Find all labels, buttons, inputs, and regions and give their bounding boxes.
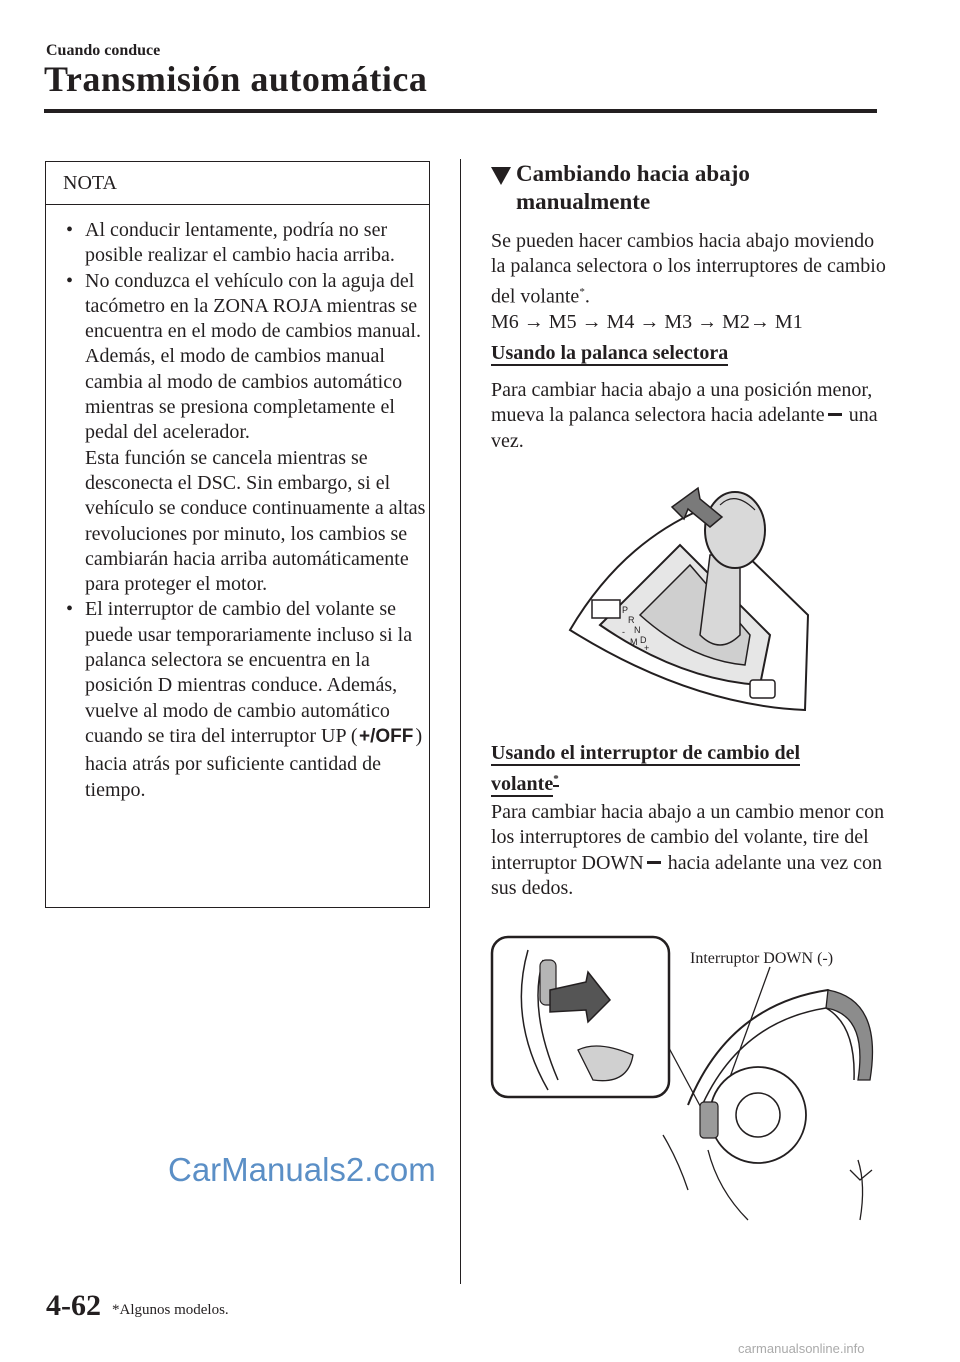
gate-label: - bbox=[622, 627, 625, 637]
subsection-heading-line2: manualmente bbox=[516, 189, 651, 214]
wheel-heading: Usando el interruptor de cambio del volante* bbox=[491, 742, 801, 795]
lever-text: Para cambiar hacia abajo a una posición menor, mueva la palanca selectora hacia adelante bbox=[491, 379, 873, 427]
note-bullet-3 bbox=[60, 597, 426, 802]
svg-text:+/OFF: +/OFF bbox=[358, 725, 413, 745]
intro-paragraph bbox=[491, 229, 891, 335]
lever-heading: Usando la palanca selectora bbox=[491, 342, 729, 364]
note-body bbox=[60, 218, 426, 803]
watermark-logo: CarManuals2.com bbox=[168, 1151, 436, 1188]
gate-label: M bbox=[630, 637, 638, 647]
wheel-text-end: hacia adelante una vez con sus dedos. bbox=[491, 851, 883, 899]
gate-label: N bbox=[634, 625, 641, 635]
footnote: *Algunos modelos. bbox=[112, 1302, 229, 1318]
bullet-icon: • bbox=[66, 219, 74, 241]
minus-icon bbox=[828, 413, 842, 416]
note-bullet-2 bbox=[60, 269, 426, 598]
gate-label: D bbox=[640, 635, 647, 645]
intro-text: Se pueden hacer cambios hacia abajo moviendo la palanca selectora o los interruptores de cambio del volante bbox=[491, 230, 886, 308]
gate-label: R bbox=[628, 615, 635, 625]
lever-paragraph bbox=[491, 378, 891, 454]
column-divider bbox=[460, 159, 461, 1284]
gate-label: P bbox=[622, 605, 629, 615]
header-rule bbox=[44, 109, 877, 113]
wheel-paragraph bbox=[491, 800, 891, 901]
note-bullet-text: ) hacia atrás por suficiente cantidad de tiempo. bbox=[85, 724, 423, 801]
note-bullet-text: No conduzca el vehículo con la aguja del tacómetro en la ZONA ROJA mientras se encuentra en el modo de cambios manual. Además, el modo de cambios manual cambia al modo de cambios automático mientras se presiona completamente el pedal del acelerador. bbox=[85, 269, 421, 444]
plus-off-icon bbox=[358, 725, 416, 752]
lever-text-end: una vez. bbox=[491, 404, 878, 452]
asterisk: * bbox=[553, 773, 559, 785]
gate-label: + bbox=[644, 643, 650, 653]
gear-sequence: M6 → M5 → M4 → M3 → M2→ M1 bbox=[491, 310, 803, 333]
site-watermark: carmanualsonline.info bbox=[738, 1341, 865, 1356]
section-label: Cuando conduce bbox=[46, 42, 161, 59]
note-bullet-text: El interruptor de cambio del volante se puede usar temporariamente incluso si la palanca selectora se encuentra en la posición D mientras conduce. Además, vuelve al modo de cambio automático cuando se tira del interruptor UP ( bbox=[85, 598, 413, 747]
note-title: NOTA bbox=[63, 172, 117, 194]
note-header bbox=[46, 162, 429, 205]
note-box bbox=[45, 161, 430, 908]
bullet-icon: • bbox=[66, 269, 74, 292]
page-title: Transmisión automática bbox=[44, 59, 428, 99]
page-number: 4-62 bbox=[46, 1289, 101, 1322]
asterisk: * bbox=[579, 285, 585, 298]
subsection-heading-line1: Cambiando hacia abajo bbox=[516, 161, 750, 186]
period: . bbox=[584, 285, 590, 308]
note-bullet-1 bbox=[60, 218, 426, 269]
triangle-down-icon bbox=[491, 167, 511, 185]
note-bullet-text: Esta función se cancela mientras se desconecta el DSC. Sin embargo, si el vehículo se conduce continuamente a altas revoluciones por minuto, los cambios se cambiarán hacia arriba automáticamente para proteger el motor. bbox=[85, 446, 426, 596]
note-bullet-text: Al conducir lentamente, podría no ser posible realizar el cambio hacia arriba. bbox=[85, 219, 395, 267]
callout-label: Interruptor DOWN (-) bbox=[690, 950, 834, 967]
steering-wheel-illustration bbox=[488, 930, 883, 1225]
wheel-text: Para cambiar hacia abajo a un cambio menor con los interruptores de cambio del volante, tire del interruptor DOWN bbox=[491, 801, 885, 874]
shift-lever-illustration bbox=[560, 485, 810, 725]
minus-icon bbox=[647, 861, 661, 864]
bullet-icon: • bbox=[66, 598, 74, 621]
